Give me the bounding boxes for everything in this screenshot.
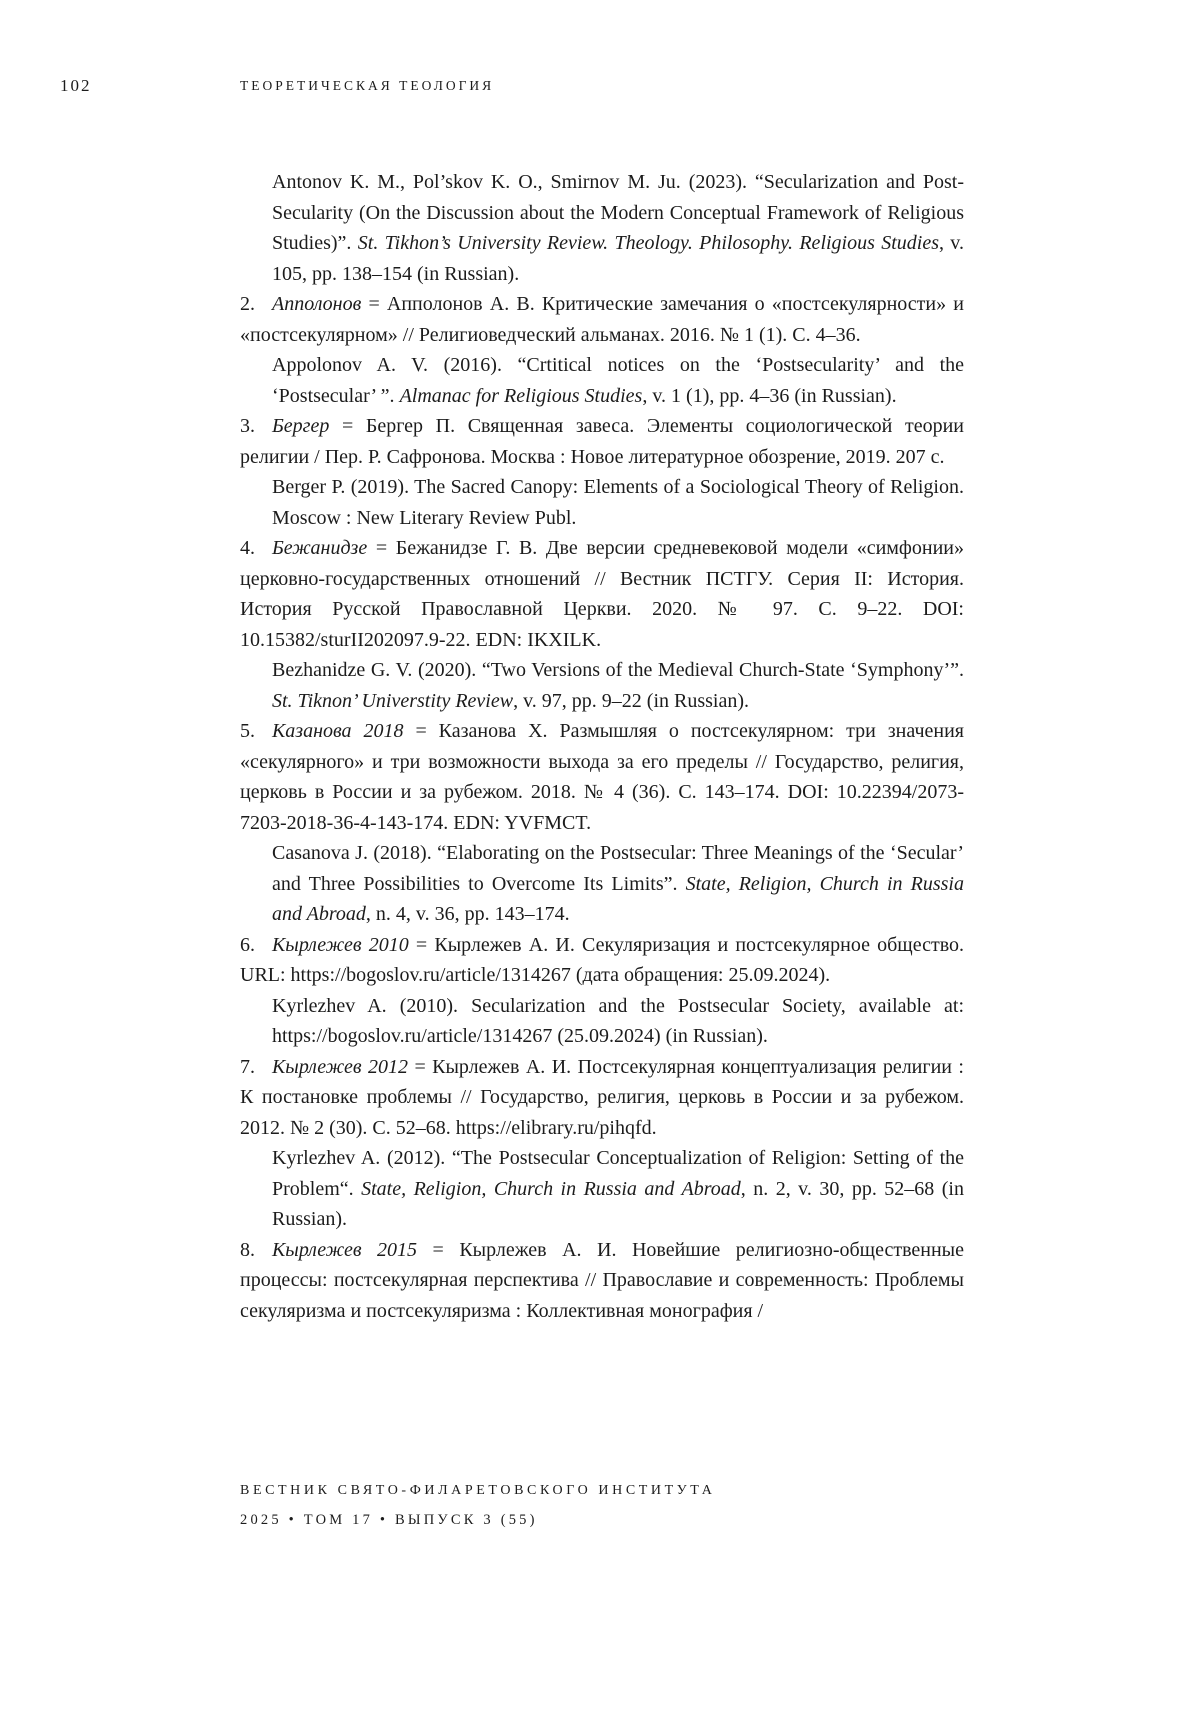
reference-number: 3. xyxy=(240,415,255,437)
reference-entry xyxy=(240,930,964,991)
reference-entry xyxy=(240,1235,964,1327)
reference-text-segment: Berger P. (2019). The Sacred Canopy: Elements of a Sociological Theory of Religion. Moscow : New Literary Review Publ. xyxy=(272,476,964,529)
page-footer xyxy=(240,1483,715,1529)
reference-text-segment: Апполонов xyxy=(272,293,362,315)
reference-number: 6. xyxy=(240,933,255,956)
reference-text-segment: = Кырлежев А. И. Постсекулярная концептуализация религии : К постановке проблемы // Государство, религия, церковь в России и за рубежом. 2012. № 2 (30). С. 52–68. https://elibrary.ru/pihqfd. xyxy=(240,1055,964,1139)
reference-number: 2. xyxy=(240,293,255,315)
reference-text-segment: St. Tiknon’ Universtity Review xyxy=(272,689,514,712)
reference-text-segment: = Кырлежев А. И. Секуляризация и постсекулярное общество. URL: https://bogoslov.ru/article/1314267 (дата обращения: 25.09.2024). xyxy=(240,933,964,986)
reference-translation xyxy=(272,655,964,716)
reference-text-segment: = Апполонов А. В. Критические замечания о «постсекулярности» и «постсекулярном» // Религиоведческий альманах. 2016. № 1 (1). С. 4–36. xyxy=(240,293,964,346)
reference-text-segment: Кырлежев 2012 xyxy=(272,1055,408,1078)
reference-text-segment: Almanac for Religious Studies xyxy=(399,384,643,407)
references-section xyxy=(240,167,964,1326)
running-title: ТЕОРЕТИЧЕСКАЯ ТЕОЛОГИЯ xyxy=(240,78,495,93)
reference-number: 7. xyxy=(240,1055,255,1078)
reference-text-segment: Бергер xyxy=(272,415,330,437)
reference-translation xyxy=(272,1143,964,1235)
reference-text-segment: , v. 1 (1), pp. 4–36 (in Russian). xyxy=(642,384,897,407)
reference-text-segment: State, Religion, Church in Russia and Abroad xyxy=(272,872,964,925)
reference-text-segment: Bezhanidze G. V. (2020). “Two Versions of the Medieval Church-State ‘Symphony’”. xyxy=(272,659,964,681)
reference-text-segment: Кырлежев 2010 xyxy=(272,933,409,956)
references-list xyxy=(240,167,964,1326)
reference-text-segment: Appolonov A. V. (2016). “Crtitical notices on the ‘Postsecularity’ and the ‘Postsecular’ ”. xyxy=(272,354,964,407)
reference-number: 4. xyxy=(240,537,255,559)
reference-text-segment: = Бежанидзе Г. В. Две версии средневековой модели «симфонии» церковно-государственных отношений // Вестник ПСТГУ. Серия II: История. История Русской Православной Церкви. 2020. № 97. С. 9–22. DOI: 10.15382/sturII202097.9-22. EDN: IKXILK. xyxy=(240,537,964,651)
reference-number: 5. xyxy=(240,720,255,742)
reference-number: 8. xyxy=(240,1238,255,1261)
reference-translation xyxy=(272,167,964,289)
reference-text-segment: = Бергер П. Священная завеса. Элементы социологической теории религии / Пер. Р. Сафронова. Москва : Новое литературное обозрение, 2019. 207 с. xyxy=(240,415,964,468)
reference-text-segment: Casanova J. (2018). “Elaborating on the Postsecular: Three Meanings of the ‘Secular’ and Three Possibilities to Overcome Its Limits”. xyxy=(272,842,964,895)
reference-translation xyxy=(272,991,964,1052)
reference-translation xyxy=(272,472,964,533)
reference-text-segment: State, Religion, Church in Russia and Abroad xyxy=(361,1177,741,1200)
reference-translation xyxy=(272,838,964,930)
reference-entry xyxy=(240,289,964,350)
reference-entry xyxy=(240,716,964,838)
reference-entry xyxy=(240,533,964,655)
journal-title: ВЕСТНИК СВЯТО-ФИЛАРЕТОВСКОГО ИНСТИТУТА xyxy=(240,1483,716,1498)
reference-text-segment: , n. 2, v. 30, pp. 52–68 (in Russian). xyxy=(272,1177,964,1230)
reference-text-segment: Казанова 2018 xyxy=(272,720,404,742)
issue-info: 2025 • ТОМ 17 • ВЫПУСК 3 (55) xyxy=(240,1512,538,1528)
reference-text-segment: , v. 105, pp. 138–154 (in Russian). xyxy=(272,232,965,285)
reference-text-segment: , n. 4, v. 36, pp. 143–174. xyxy=(365,903,570,925)
reference-text-segment: Kyrlezhev A. (2012). “The Postsecular Conceptualization of Religion: Setting of the Problem“. xyxy=(272,1147,964,1200)
reference-entry xyxy=(240,411,964,472)
reference-text-segment: Kyrlezhev A. (2010). Secularization and the Postsecular Society, available at: https://bogoslov.ru/article/1314267 (25.09.2024) (in Russian). xyxy=(272,994,964,1047)
reference-text-segment: Кырлежев 2015 xyxy=(272,1238,418,1261)
reference-text-segment: St. Tikhon’s University Review. Theology. Philosophy. Religious Studies xyxy=(357,232,939,254)
reference-text-segment: Бежанидзе xyxy=(272,537,368,559)
reference-translation xyxy=(272,350,964,411)
reference-entry xyxy=(240,1052,964,1144)
page-number: 102 xyxy=(60,76,92,95)
reference-text-segment: Antonov K. M., Pol’skov K. O., Smirnov M. Ju. (2023). “Secularization and Post-Secularity (On the Discussion about the Modern Conceptual Framework of Religious Studies)”. xyxy=(272,171,964,254)
reference-text-segment: , v. 97, pp. 9–22 (in Russian). xyxy=(513,689,749,712)
reference-text-segment: = Казанова Х. Размышляя о постсекулярном: три значения «секулярного» и три возможности выхода за его пределы // Государство, религия, церковь в России и за рубежом. 2018. № 4 (36). С. 143–174. DOI: 10.22394/2073-7203-2018-36-4-143-174. EDN: YVFMCT. xyxy=(240,720,964,834)
reference-text-segment: = Кырлежев А. И. Новейшие религиозно-общественные процессы: постсекулярная перспектива // Православие и современность: Проблемы секуляризма и постсекуляризма : Коллективная монография / xyxy=(240,1238,965,1322)
